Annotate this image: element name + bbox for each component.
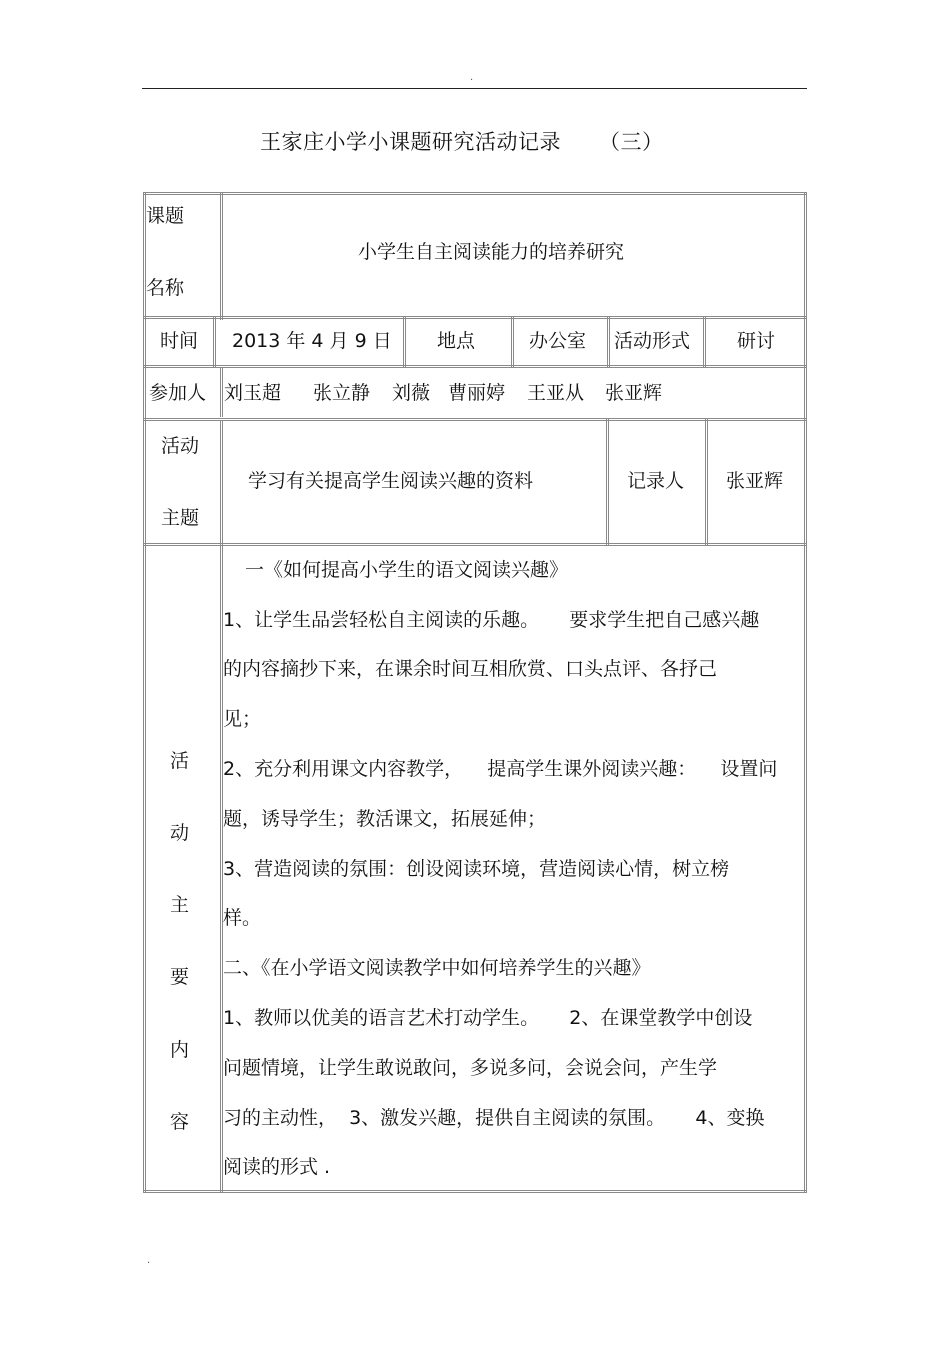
time-divider-2 [403, 316, 406, 368]
form-value: 研讨 [737, 330, 776, 352]
time-label: 时间 [160, 330, 199, 352]
table-border-top [143, 192, 807, 195]
page-mark-bottom: . [147, 1255, 151, 1266]
content-label-char: 要 [170, 966, 190, 988]
content-label-char: 主 [170, 894, 190, 916]
content-line: 二、《在小学语文阅读教学中如何培养学生的兴趣》 [223, 957, 651, 979]
participant-name: 王亚从 [527, 382, 585, 404]
time-divider-4 [607, 316, 610, 368]
theme-value: 学习有关提高学生阅读兴趣的资料 [248, 470, 534, 492]
title-main: 王家庄小学小课题研究活动记录 [260, 130, 561, 154]
recorder-label: 记录人 [627, 470, 685, 492]
table-border-right [804, 192, 807, 1193]
content-line: 3、营造阅读的氛围：创设阅读环境，营造阅读心情，树立榜 [223, 858, 730, 880]
page-mark-top: . [470, 72, 474, 83]
row-sep-2 [143, 365, 807, 368]
title-suffix: （三） [599, 130, 664, 154]
topic-label-line2: 名称 [146, 277, 185, 299]
content-line: 样。 [223, 907, 262, 929]
recorder-value: 张亚辉 [726, 470, 784, 492]
form-label: 活动形式 [614, 330, 691, 352]
theme-divider-2 [705, 418, 708, 546]
theme-label-line2: 主题 [161, 507, 200, 529]
participant-name: 曹丽婷 [448, 382, 506, 404]
topic-label-line1: 课题 [146, 205, 185, 227]
content-line: 问题情境，让学生敢说敢问，多说多问，会说会问，产生学 [223, 1057, 718, 1079]
content-label-char: 内 [170, 1039, 190, 1061]
label-column-divider [220, 192, 223, 320]
content-label-char: 活 [170, 750, 190, 772]
row-sep-1 [143, 316, 807, 319]
time-divider-1 [213, 316, 216, 368]
content-line: 阅读的形式 . [223, 1156, 331, 1178]
table-border-bottom [143, 1190, 807, 1193]
content-line: 见； [223, 708, 262, 730]
topic-value: 小学生自主阅读能力的培养研究 [358, 241, 625, 263]
theme-label-line1: 活动 [161, 435, 200, 457]
content-line: 1、教师以优美的语言艺术打动学生。 2、在课堂教学中创设 [223, 1007, 753, 1029]
participant-name: 张亚辉 [605, 382, 663, 404]
content-label-char: 容 [170, 1111, 190, 1133]
participant-name: 张立静 [313, 382, 371, 404]
participant-name: 刘薇 [392, 382, 431, 404]
time-divider-5 [703, 316, 706, 368]
label-column-divider-2 [220, 367, 223, 417]
content-line: 习的主动性， 3、激发兴趣，提供自主阅读的氛围。 4、变换 [223, 1107, 765, 1129]
theme-divider-1 [606, 418, 609, 546]
content-label-char: 动 [170, 822, 190, 844]
time-value: 2013 年 4 月 9 日 [232, 330, 392, 352]
content-line: 1、让学生品尝轻松自主阅读的乐趣。 要求学生把自己感兴趣 [223, 609, 760, 631]
time-divider-3 [511, 316, 514, 368]
content-line: 的内容摘抄下来，在课余时间互相欣赏、口头点评、各抒己 [223, 658, 718, 680]
participant-name: 刘玉超 [224, 382, 282, 404]
place-label: 地点 [437, 330, 476, 352]
participants-label: 参加人 [149, 382, 207, 404]
content-line: 2、充分利用课文内容教学， 提高学生课外阅读兴趣： 设置问 [223, 758, 778, 780]
content-line: 题，诱导学生；教活课文，拓展延伸； [223, 808, 547, 830]
content-line: 一《如何提高小学生的语文阅读兴趣》 [245, 559, 569, 581]
table-border-left [143, 192, 146, 1193]
place-value: 办公室 [529, 330, 587, 352]
